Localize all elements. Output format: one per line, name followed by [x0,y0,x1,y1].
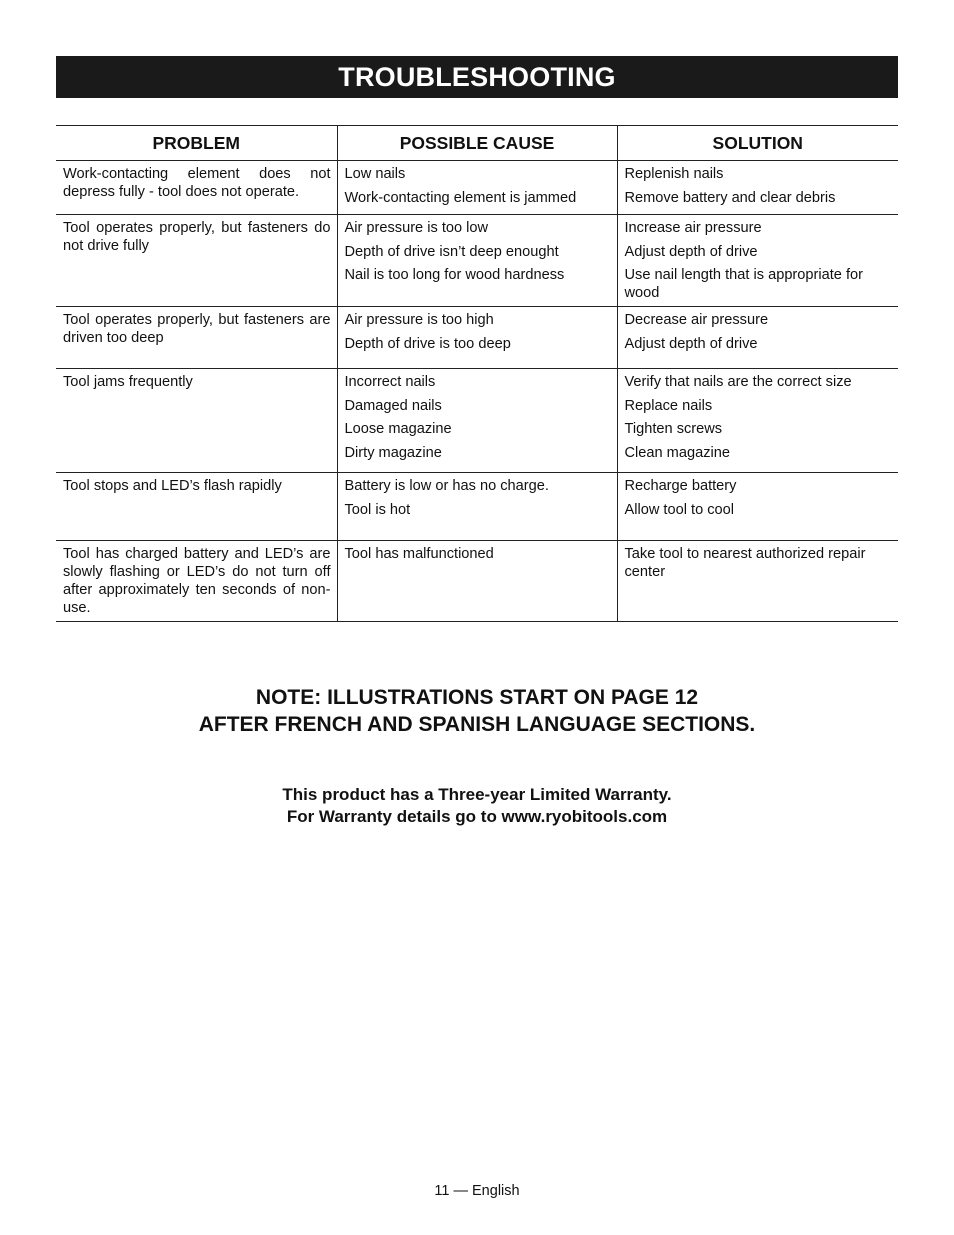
table-row [56,541,898,622]
solution-text: Decrease air pressure [624,312,769,328]
solution-cell [617,369,898,473]
cause-cell [337,215,617,307]
solution-text: Increase air pressure [624,220,762,236]
solution-cell [617,307,898,369]
solution-text: Replenish nails [624,166,724,182]
solution-cell [617,215,898,307]
cause-cell [337,369,617,473]
problem-cell [56,161,337,215]
problem-text: Tool operates properly, but fasteners do not drive fully [63,220,331,254]
header-problem: PROBLEM [56,126,337,161]
cause-text: Depth of drive is too deep [344,335,511,352]
cause-text: Dirty magazine [344,444,442,461]
solution-text: Remove battery and clear debris [624,189,836,206]
solution-text: Use nail length that is appropriate for wood [624,267,864,301]
solution-cell [617,473,898,541]
table-row [56,473,898,541]
solution-text: Take tool to nearest authorized repair center [624,546,866,580]
problem-cell [56,307,337,369]
table-row [56,369,898,473]
problem-cell [56,541,337,622]
cause-text: Damaged nails [344,397,442,414]
troubleshooting-table [56,125,898,622]
problem-cell [56,215,337,307]
solution-text: Allow tool to cool [624,501,735,518]
cause-text: Tool has malfunctioned [344,546,494,562]
cause-cell [337,473,617,541]
problem-text: Tool has charged battery and LED’s are slowly flashing or LED’s do not turn off after approximately ten seconds of non-use. [63,546,331,616]
warranty-notice [0,784,954,828]
cause-text: Air pressure is too high [344,312,494,328]
problem-cell [56,369,337,473]
cause-text: Low nails [344,166,406,182]
problem-cell [56,473,337,541]
header-solution: SOLUTION [617,126,898,161]
cause-cell [337,307,617,369]
table-row [56,215,898,307]
note-line-2: AFTER FRENCH AND SPANISH LANGUAGE SECTIONS. [198,713,756,736]
cause-text: Battery is low or has no charge. [344,478,549,494]
cause-cell [337,161,617,215]
problem-text: Tool jams frequently [63,374,193,390]
cause-text: Nail is too long for wood hardness [344,267,565,283]
warranty-line-2: For Warranty details go to www.ryobitools.com [286,807,668,826]
table-row [56,307,898,369]
problem-text: Tool operates properly, but fasteners are driven too deep [63,312,331,346]
cause-text: Tool is hot [344,501,411,518]
illustrations-note [0,684,954,738]
header-possible-cause: POSSIBLE CAUSE [337,126,617,161]
warranty-line-1: This product has a Three-year Limited Warranty. [282,785,672,804]
problem-text: Work-contacting element does not depress fully - tool does not operate. [63,166,331,200]
table-header-row [56,126,898,161]
cause-text: Depth of drive isn’t deep enought [344,243,559,260]
cause-cell [337,541,617,622]
page-footer: 11 — English [434,1183,520,1199]
cause-text: Air pressure is too low [344,220,489,236]
solution-text: Recharge battery [624,478,737,494]
table-body [56,161,898,622]
solution-text: Adjust depth of drive [624,243,758,260]
cause-text: Loose magazine [344,421,452,437]
cause-text: Incorrect nails [344,374,436,390]
solution-text: Verify that nails are the correct size [624,374,852,390]
solution-text: Clean magazine [624,444,730,461]
solution-text: Tighten screws [624,421,723,437]
table-row [56,161,898,215]
solution-text: Adjust depth of drive [624,335,758,352]
solution-text: Replace nails [624,397,713,414]
note-line-1: NOTE: ILLUSTRATIONS START ON PAGE 12 [255,686,699,709]
solution-cell [617,161,898,215]
page-title: TROUBLESHOOTING [56,56,898,98]
solution-cell [617,541,898,622]
cause-text: Work-contacting element is jammed [344,189,577,206]
problem-text: Tool stops and LED’s flash rapidly [63,478,282,494]
